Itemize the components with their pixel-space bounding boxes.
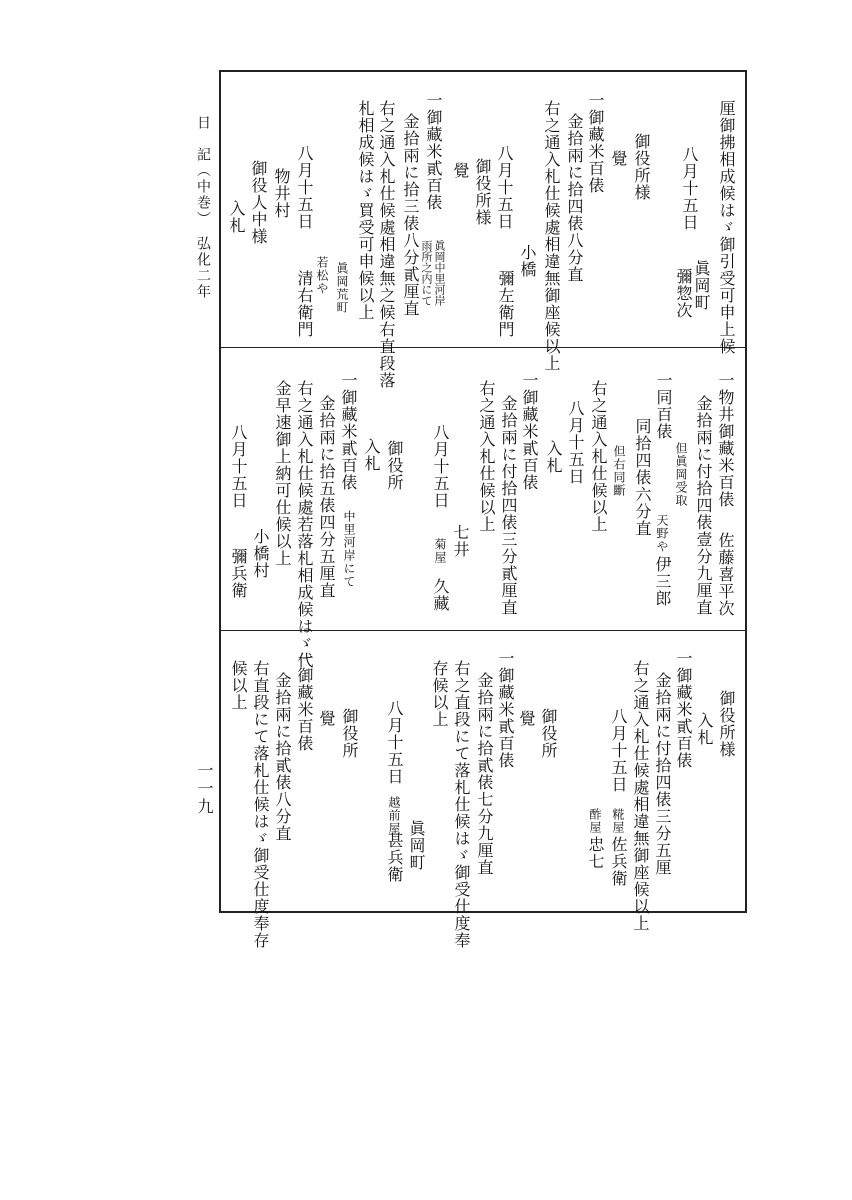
place-name: 眞岡町 <box>407 820 426 871</box>
annotation-line: 眞岡中里河岸 <box>433 240 446 306</box>
addressee: 御役所様 <box>473 158 492 226</box>
item-line: 一御藏米百俵 <box>295 650 314 752</box>
section-divider-1 <box>219 347 747 348</box>
price-line: 金拾兩に拾三俵八分貳厘直 <box>401 113 420 317</box>
addressee: 御役所様 <box>632 133 651 201</box>
text-line: 存候以上 <box>430 660 449 728</box>
text-line: 右之通入札仕候處相違無御座候以上 <box>542 100 561 372</box>
addressee: 御役所 <box>385 440 404 491</box>
annotation-note: 但右同斷 <box>612 445 626 497</box>
annotation-note: 中里河岸にて <box>342 510 356 588</box>
place-name: 眞岡荒町 <box>335 262 349 314</box>
signer-name: 伊三郎 <box>653 556 672 607</box>
price-line: 金拾兩に付拾四俵三分五厘 <box>653 672 672 876</box>
text-line: 右直段にて落札仕候はゞ御受仕度奉存 <box>251 660 270 949</box>
annotation-note <box>420 240 446 306</box>
text-line: 右之直段にて落札仕候はゞ御受仕度奉 <box>452 660 471 949</box>
addressee: 御役人中様 <box>249 160 268 245</box>
village-name: 物井村 <box>272 168 291 219</box>
item-line: 一御藏米貳百俵 <box>339 372 358 491</box>
place-name: 小橋 <box>518 244 537 278</box>
heading-oboe: 覺 <box>609 150 628 167</box>
place-name: 眞岡町 <box>692 260 711 311</box>
item-line: 一御藏米貳百俵 <box>674 650 693 769</box>
date: 八月十五日 <box>680 146 699 231</box>
text-line: 右之通入札仕候以上 <box>477 380 496 533</box>
item-line: 一物井御藏米百俵 <box>716 372 735 508</box>
date: 八月十五日 <box>431 424 450 509</box>
shop-name: 糀屋 <box>611 808 625 834</box>
shop-name: 菊屋 <box>433 538 447 564</box>
page-number: 一一九 <box>195 762 214 816</box>
date: 八月十五日 <box>566 400 585 485</box>
text-line: 札相成候はゞ買受可申候以上 <box>356 100 375 321</box>
price-line: 金拾兩に付拾四俵三分貳厘直 <box>499 395 518 616</box>
heading-oboe: 覺 <box>317 710 336 727</box>
signer-name: 甚兵衛 <box>385 832 404 883</box>
date: 八月十五日 <box>229 424 248 509</box>
addressee: 御役所 <box>340 708 359 759</box>
addressee: 御役所 <box>539 708 558 759</box>
date: 八月十五日 <box>495 145 514 230</box>
addressee: 御役所様 <box>717 690 736 758</box>
item-line: 一御藏米貳百俵 <box>424 92 443 211</box>
heading-nyusatsu: 入札 <box>544 440 563 474</box>
text-line: 金早速御上納可仕候以上 <box>273 380 292 567</box>
village-name: 小橋村 <box>251 528 270 579</box>
heading-oboe: 覺 <box>517 710 536 727</box>
shop-name: 越前屋 <box>387 796 401 835</box>
text-line: 右之通入札仕候處相違無之候右直段落 <box>377 100 396 389</box>
price-line: 金拾兩に拾貳俵七分九厘直 <box>475 672 494 876</box>
signer-name: 彌左衛門 <box>496 270 515 338</box>
annotation-note: 但眞岡受取 <box>674 442 688 507</box>
place-name: 七井 <box>451 524 470 558</box>
date: 八月十五日 <box>295 145 314 230</box>
heading-oboe: 覺 <box>451 162 470 179</box>
shop-name: 若松や <box>315 256 329 295</box>
shop-name: 天野や <box>655 514 669 553</box>
signer-name: 彌兵衛 <box>229 548 248 599</box>
text-line: 右之通入札仕候以上 <box>589 380 608 533</box>
signer-name: 佐兵衛 <box>609 836 628 887</box>
annotation-line: 雨所之内にて <box>420 240 433 306</box>
price-line: 同拾四俵六分直 <box>633 418 652 537</box>
signer-name: 久藏 <box>431 578 450 612</box>
item-line: 一同百俵 <box>654 372 673 440</box>
signer-name: 佐藤喜平次 <box>716 532 735 617</box>
signer-name: 彌惣次 <box>674 268 693 319</box>
signer-name: 忠七 <box>586 836 605 870</box>
heading-nyusatsu: 入札 <box>695 712 714 746</box>
text-line: 厘御拂相成候はゞ御引受可申上候 <box>717 100 736 355</box>
item-line: 一御藏米貳百俵 <box>496 650 515 769</box>
price-line: 金拾兩に拾五俵四分五厘直 <box>317 395 336 599</box>
price-line: 金拾兩に拾貳俵八分直 <box>273 672 292 842</box>
text-line: 右之通入札仕候處若落札相成候はゞ代 <box>295 380 314 669</box>
text-line: 右之通入札仕候處相違無御座候以上 <box>631 660 650 932</box>
shop-name: 酢屋 <box>588 808 602 834</box>
item-line: 一御藏米貳百俵 <box>520 372 539 491</box>
signer-name: 清右衛門 <box>295 270 314 338</box>
heading-nyusatsu: 入札 <box>362 438 381 472</box>
date: 八月十五日 <box>385 700 404 785</box>
price-line: 金拾兩に付拾四俵壹分九厘直 <box>694 395 713 616</box>
date: 八月十五日 <box>609 708 628 793</box>
heading-nyusatsu: 入札 <box>227 200 246 234</box>
price-line: 金拾兩に拾四俵八分直 <box>565 113 584 283</box>
running-header: 日 記（中巻） 弘化二年 <box>195 115 211 300</box>
item-line: 一御藏米百俵 <box>586 92 605 194</box>
text-line: 候以上 <box>229 660 248 711</box>
